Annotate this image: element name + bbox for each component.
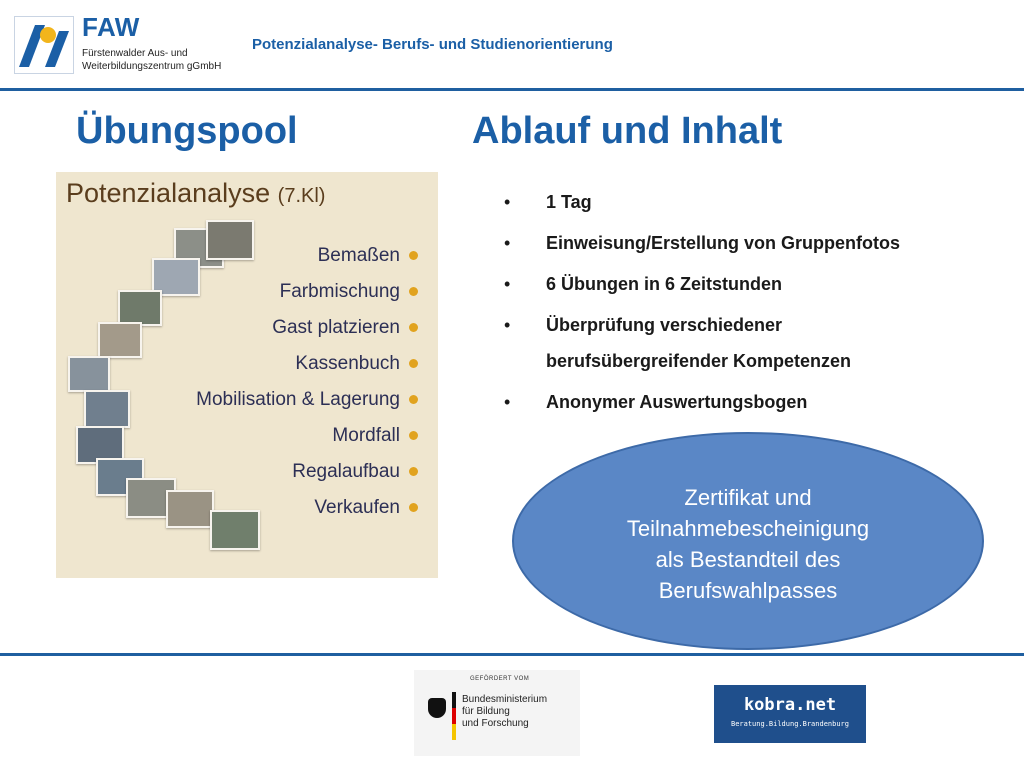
- poster-subtitle: (7.Kl): [277, 185, 326, 207]
- list-item: • Einweisung/Erstellung von Gruppenfotos: [504, 225, 994, 261]
- german-flag-icon: [452, 692, 456, 740]
- poster-item: Regalaufbau: [118, 454, 418, 490]
- bullet-dot-icon: [409, 359, 418, 368]
- poster-title: [66, 178, 325, 209]
- list-item: • 6 Übungen in 6 Zeitstunden: [504, 266, 994, 302]
- poster-photo: [56, 172, 438, 578]
- bmbf-name: Bundesministerium für Bildung und Forschung: [462, 694, 548, 729]
- agenda-bullet-list: [504, 184, 994, 425]
- federal-eagle-icon: [428, 698, 446, 718]
- list-item: • 1 Tag: [504, 184, 994, 220]
- poster-item-list: [118, 238, 418, 526]
- poster-item: Gast platzieren: [118, 310, 418, 346]
- bmbf-logo: [414, 670, 580, 756]
- bullet-dot-icon: [409, 323, 418, 332]
- bmbf-funded-label: GEFÖRDERT VOM: [470, 676, 530, 682]
- bullet-icon: •: [504, 192, 511, 212]
- poster-title-text: Potenzialanalyse: [66, 178, 271, 208]
- poster-item: Farbmischung: [118, 274, 418, 310]
- kobra-tagline: Beratung.Bildung.Brandenburg: [730, 720, 849, 728]
- org-line-2: Weiterbildungszentrum gGmbH: [82, 61, 222, 72]
- kobra-name: kobra.net: [743, 695, 837, 715]
- org-line-1: Fürstenwalder Aus- und: [82, 48, 188, 59]
- poster-item: Bemaßen: [118, 238, 418, 274]
- heading-uebungspool: Übungspool: [76, 110, 298, 152]
- bullet-icon: •: [504, 315, 511, 335]
- bullet-dot-icon: [409, 287, 418, 296]
- poster-item: Mordfall: [118, 418, 418, 454]
- bullet-dot-icon: [409, 431, 418, 440]
- bullet-dot-icon: [409, 467, 418, 476]
- certificate-text: Zertifikat und Teilnahmebescheinigung als Bestandteil des Berufswahlpasses: [626, 485, 870, 603]
- bullet-dot-icon: [409, 503, 418, 512]
- bottom-divider: [0, 653, 1024, 656]
- brand-name: FAW: [82, 12, 140, 42]
- bullet-icon: •: [504, 274, 511, 294]
- poster-item: Verkaufen: [118, 490, 418, 526]
- heading-ablauf: Ablauf und Inhalt: [472, 110, 783, 152]
- faw-logo-icon: [14, 16, 74, 74]
- organization-name: [82, 47, 221, 73]
- poster-item: Mobilisation & Lagerung: [118, 382, 418, 418]
- bullet-icon: •: [504, 233, 511, 253]
- list-item: • Überprüfung verschiedener berufsübergreifender Kompetenzen: [504, 307, 994, 379]
- list-item: • Anonymer Auswertungsbogen: [504, 384, 994, 420]
- certificate-ellipse: [512, 432, 984, 650]
- bullet-icon: •: [504, 392, 511, 412]
- kobra-logo: [714, 685, 866, 743]
- poster-item: Kassenbuch: [118, 346, 418, 382]
- bullet-dot-icon: [409, 395, 418, 404]
- bullet-dot-icon: [409, 251, 418, 260]
- photo-thumbnail: [68, 356, 110, 392]
- top-divider: [0, 88, 1024, 91]
- header-title: Potenzialanalyse- Berufs- und Studienorientierung: [252, 36, 613, 53]
